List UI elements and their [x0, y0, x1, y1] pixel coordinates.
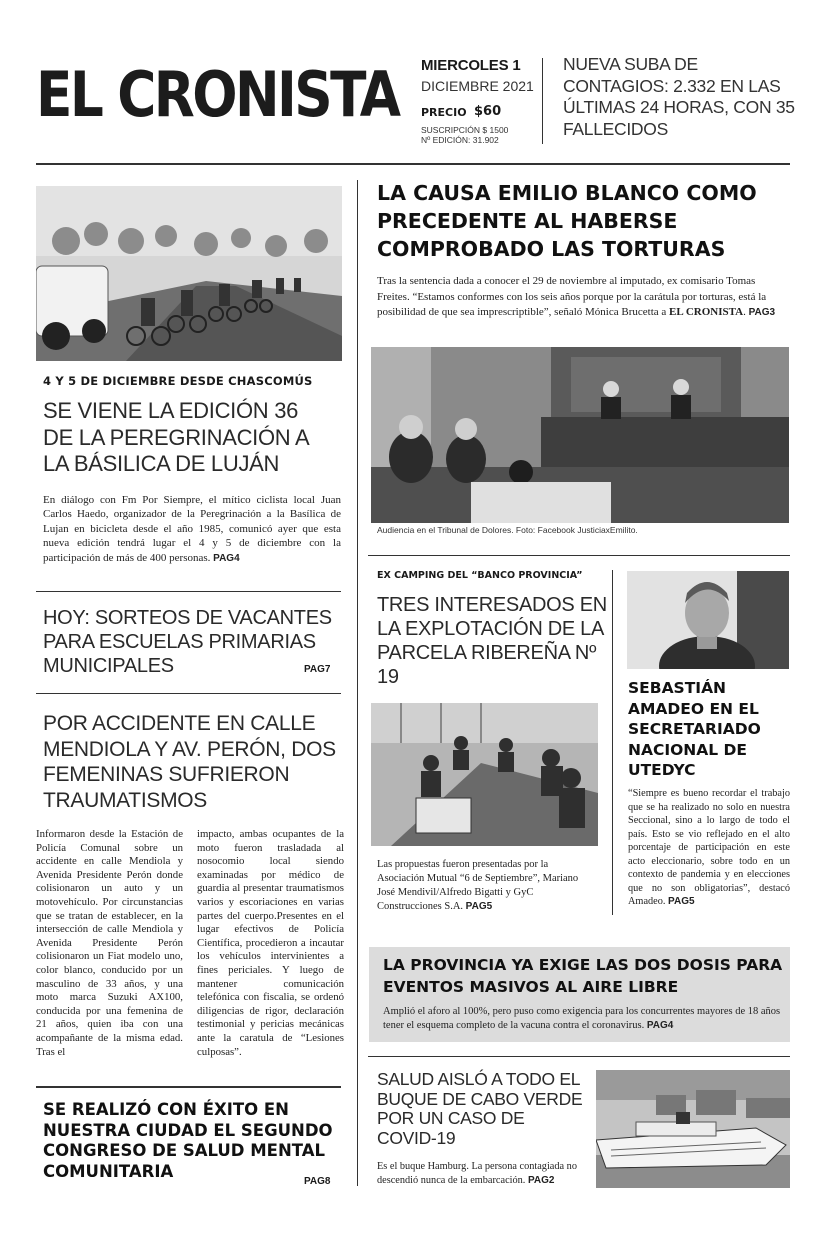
- masthead-divider: [542, 58, 543, 144]
- masthead-rule: [36, 163, 790, 165]
- sorteos-page[interactable]: PAG7: [304, 664, 331, 675]
- meeting-photo: [371, 703, 598, 846]
- rule-accidente: [36, 693, 341, 694]
- causa-body-text: Tras la sentencia dada a conocer el 29 de noviembre al imputado, ex comisario Tomas Freites. “Estamos conformes con los seis años porque por la carátula por torturas, está la posibilidad de que sea imprescriptible”, señaló Mónica Brucetta a: [377, 275, 767, 318]
- amadeo-page[interactable]: PAG5: [668, 896, 695, 907]
- causa-body-bold: EL CRONISTA: [669, 306, 744, 318]
- rule-congreso: [36, 1086, 341, 1088]
- provincia-page[interactable]: PAG4: [646, 1020, 674, 1031]
- sorteos-headline[interactable]: HOY: SORTEOS DE VACANTES PARA ESCUELAS PRIMARIAS MUNICIPALES: [43, 607, 332, 677]
- buque-body: [377, 1160, 592, 1188]
- tribunal-caption: Audiencia en el Tribunal de Dolores. Foto: Facebook JusticiaxEmilito.: [377, 525, 638, 535]
- camping-kicker: EX CAMPING DEL “BANCO PROVINCIA”: [377, 570, 583, 581]
- amadeo-photo: [627, 571, 789, 669]
- column-divider: [357, 180, 358, 1186]
- buque-page[interactable]: PAG2: [527, 1175, 555, 1186]
- provincia-box: [369, 947, 790, 1042]
- provincia-headline[interactable]: LA PROVINCIA YA EXIGE LAS DOS DOSIS PARA EVENTOS MASIVOS AL AIRE LIBRE: [383, 956, 783, 996]
- price-label: PRECIO: [421, 106, 467, 119]
- edition-number: Nº EDICIÓN: 31.902: [421, 135, 499, 145]
- buque-headline[interactable]: SALUD AISLÓ A TODO EL BUQUE DE CABO VERDE POR UN CASO DE COVID-19: [377, 1069, 583, 1148]
- price-value: $60: [474, 104, 502, 119]
- accidente-headline[interactable]: POR ACCIDENTE EN CALLE MENDIOLA Y AV. PERÓN, DOS FEMENINAS SUFRIERON TRAUMATISMOS: [43, 712, 336, 812]
- top-headline[interactable]: NUEVA SUBA DE CONTAGIOS: 2.332 EN LAS ÚLTIMAS 24 HORAS, CON 35 FALLECIDOS: [563, 54, 795, 139]
- camping-body: [377, 858, 597, 914]
- congreso-page[interactable]: PAG8: [304, 1176, 331, 1187]
- rule-sorteos: [36, 591, 341, 592]
- masthead-title: EL CRONISTA: [36, 58, 399, 131]
- peregrinacion-kicker: 4 Y 5 DE DICIEMBRE DESDE CHASCOMÚS: [43, 374, 313, 388]
- rule-camping: [368, 555, 790, 556]
- peregrinacion-body: [43, 493, 341, 566]
- peregrinacion-body-text: En diálogo con Fm Por Siempre, el mítico ciclista local Juan Carlos Haedo, organizador de la Peregrinación a la Basílica de Lujan en bicicleta desde el año 1985, comunicó ayer que esta nueva edición tendrá lugar el 4 y 5 de diciembre con la participación de más de 400 personas.: [43, 494, 341, 564]
- subscription-price: SUSCRIPCIÓN $ 1500: [421, 125, 509, 135]
- cyclists-photo: [36, 186, 342, 361]
- amadeo-divider: [612, 570, 613, 915]
- congreso-headline[interactable]: SE REALIZÓ CON ÉXITO EN NUESTRA CIUDAD EL SEGUNDO CONGRESO DE SALUD MENTAL COMUNITARIA: [43, 1100, 333, 1181]
- edition-month: DICIEMBRE 2021: [421, 78, 534, 94]
- amadeo-headline[interactable]: SEBASTIÁN AMADEO EN EL SECRETARIADO NACIONAL DE UTEDYC: [628, 679, 761, 779]
- amadeo-body: [628, 787, 790, 909]
- camping-headline[interactable]: TRES INTERESADOS EN LA EXPLOTACIÓN DE LA PARCELA RIBEREÑA Nº 19: [377, 594, 607, 688]
- buque-body-text: Es el buque Hamburg. La persona contagiada no descendió nunca de la embarcación.: [377, 1161, 577, 1186]
- provincia-body-text: Amplió el aforo al 100%, pero puso como exigencia para los concurrentes mayores de 18 años tener el esquema completo de la vacuna contra el coronavirus.: [383, 1006, 781, 1031]
- amadeo-body-text: “Siempre es bueno recordar el trabajo que se ha realizado no solo en nuestra Seccional, sino a lo largo de todo el país. Esto se vio reflejado en el alto porcentaje de participación en este acto eleccionario, sobre todo en un contexto de pandemia y en elecciones que no son obligatorias”, destacó Amadeo.: [628, 788, 790, 907]
- camping-page[interactable]: PAG5: [465, 901, 493, 912]
- provincia-body: [383, 1005, 781, 1033]
- edition-day: MIERCOLES 1: [421, 57, 521, 74]
- ship-photo: [596, 1070, 790, 1188]
- rule-buque: [368, 1056, 790, 1057]
- peregrinacion-headline[interactable]: SE VIENE LA EDICIÓN 36 DE LA PEREGRINACIÓN A LA BÁSILICA DE LUJÁN: [43, 398, 309, 476]
- causa-body: Tras la sentencia dada a conocer el 29 de noviembre al imputado, ex comisario Tomas Freites. “Estamos conformes con los seis años porque por la carátula por torturas, está la posibilidad de que sea imprescriptible”, señaló Mónica Brucetta a EL CRONISTA. PAG3: [377, 275, 776, 318]
- peregrinacion-page[interactable]: PAG4: [213, 552, 240, 564]
- causa-headline[interactable]: LA CAUSA EMILIO BLANCO COMO PRECEDENTE AL HABERSE COMPROBADO LAS TORTURAS: [377, 181, 757, 261]
- camping-body-text: Las propuestas fueron presentadas por la Asociación Mutual “6 de Septiembre”, Mariano José Mendivil/Alfredo Bigatti y GyC Construcciones S.A.: [377, 859, 579, 912]
- tribunal-photo: [371, 347, 789, 523]
- causa-page[interactable]: PAG3: [748, 307, 776, 318]
- accidente-body-col2: impacto, ambas ocupantes de la moto fueron trasladada al nosocomio local siendo examinadas por médico de guardia al presentar traumatismos varios y escoriaciones en varias partes del cuerpo.Presentes en el lugar efectivos de Policía Científica, procedieron a incautar los vehículos intervinientes a fines periciales. Y luego de mantener comunicación telefónica con fiscalia, se ordenó diligencias de rigor, declaración testimonial y pericias mecánicas ante la caratula de “Lesiones culposas”.: [197, 828, 344, 1058]
- accidente-body-col1: Informaron desde la Estación de Policía Comunal sobre un accidente en calle Mendiola y Avenida Presidente Perón donde colisionaron un auto y un motovehículo. Por circunstancias que se tratan de establecer, en la intersección de calle Mendiola y Avenida Presidente Perón colisionaron un Fiat modelo uno, color blanco, conducido por un masculino de 33 años, y una moto marca Suzuki AX100, conducida por una femenina de 21 años, quien iba con una acompañante de la misma edad. Tras el: [36, 828, 183, 1058]
